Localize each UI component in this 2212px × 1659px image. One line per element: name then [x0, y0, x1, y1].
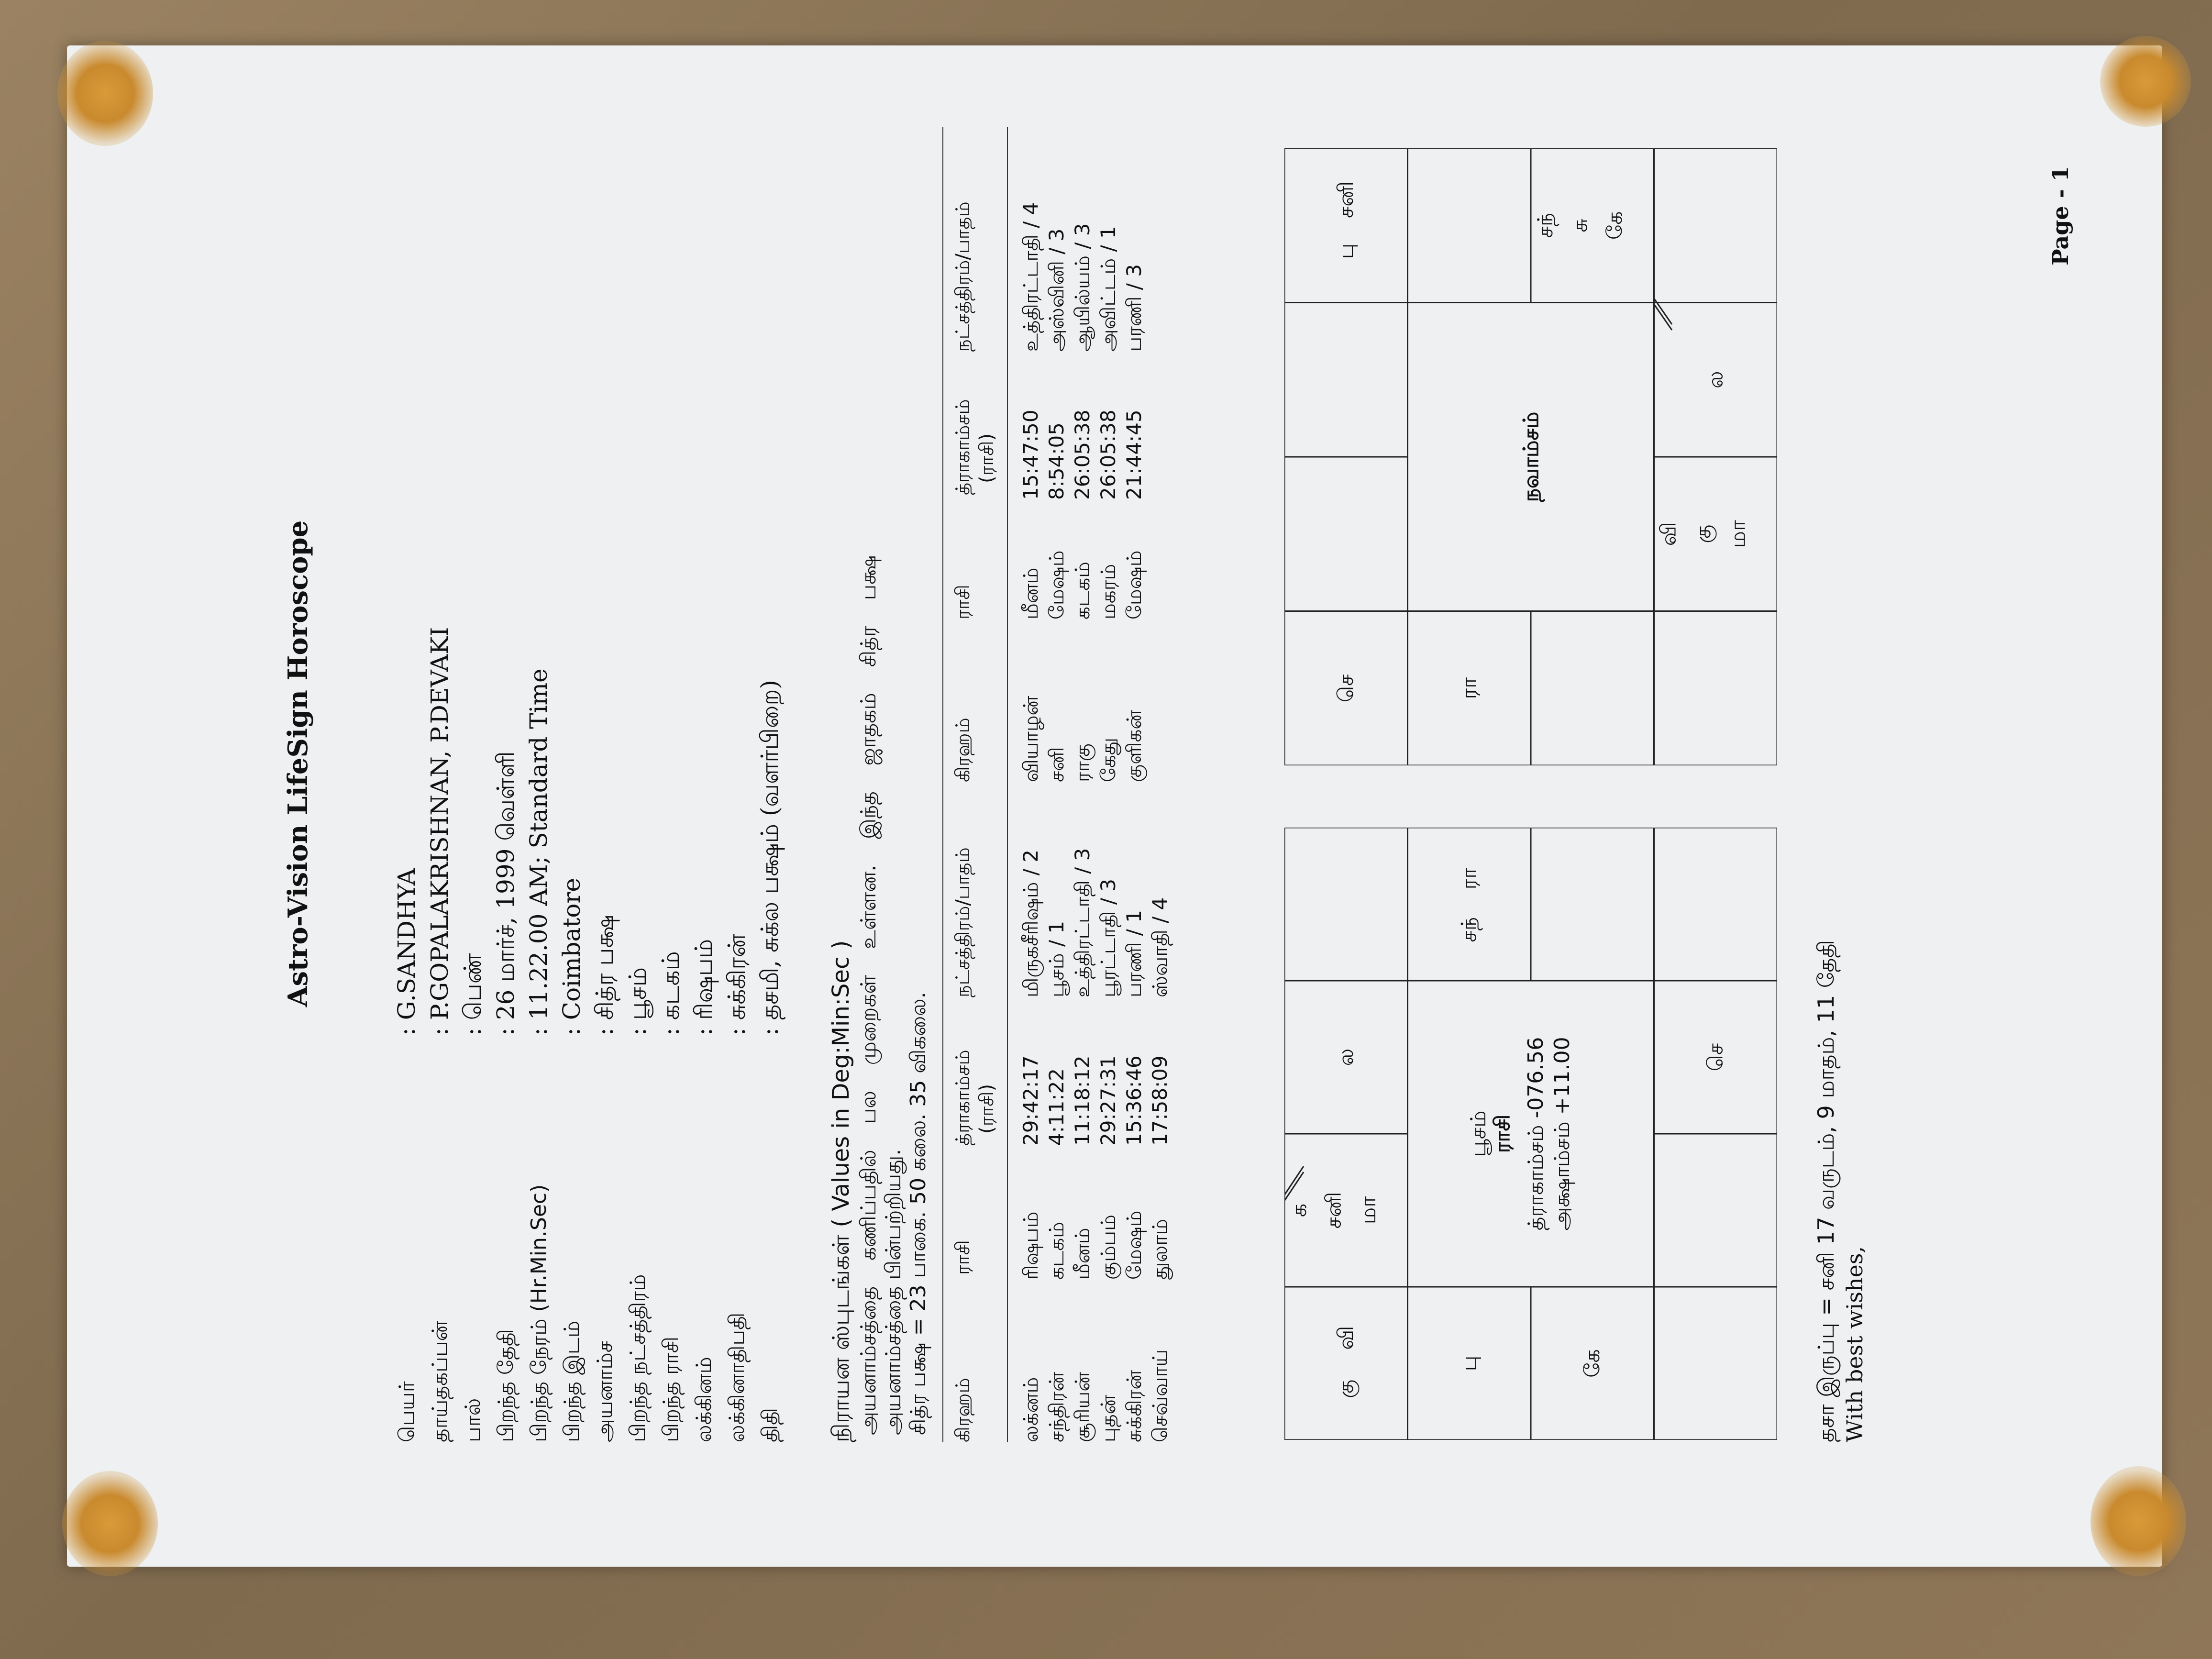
page-number: Page - 1 — [2047, 166, 2073, 265]
planet-table-cell: ஆயில்யம் / 3 — [1071, 223, 1094, 352]
detail-label: திதி — [758, 1407, 782, 1442]
chart-label: ராசி — [1490, 1114, 1515, 1153]
planet-table-cell: குளிகன் — [1122, 709, 1146, 782]
planet-table-cell: செவ்வாய் — [1148, 1349, 1172, 1442]
planet-table-cell: அவிட்டம் / 1 — [1096, 226, 1120, 352]
page-title: Astro-Vision LifeSign Horoscope — [282, 520, 314, 1007]
section-line-1: அயனாம்சத்தை கணிப்பதில் பல முறைகள் உள்ளன. இந்த ஜாதகம் சித்ர பக்ஷ — [856, 555, 881, 1435]
chart-label: ரா — [1457, 867, 1482, 890]
planet-table-cell: மீனம் — [1019, 567, 1042, 619]
chart-label: வி — [1656, 522, 1681, 546]
planet-table-cell: ராகு — [1071, 743, 1094, 782]
planet-table-cell: பரணி / 1 — [1122, 910, 1146, 997]
section-line-2: அயனாம்சத்தை பின்பற்றியது. — [881, 1149, 906, 1435]
planet-table-cell: ரிஷபம் — [1019, 1211, 1042, 1280]
planet-table-cell: 11:18:12 — [1071, 1055, 1094, 1146]
planet-column-header: த்ராகாம்சம் — [952, 399, 974, 495]
chart-label: சனி — [1333, 181, 1358, 218]
chart-label: வி — [1333, 1326, 1358, 1350]
planet-table-cell: 21:44:45 — [1122, 409, 1146, 500]
chart-label: சனி — [1321, 1192, 1346, 1229]
planet-table-cell: உத்திரட்டாதி / 3 — [1071, 848, 1094, 997]
detail-value: : பூசம் — [624, 967, 652, 1036]
rasi-chart — [1284, 828, 1777, 1440]
chart-label: கு — [1333, 1379, 1358, 1398]
planet-table-cell: வியாழன் — [1019, 696, 1042, 782]
chart-grid-line — [1284, 1166, 1304, 1195]
detail-value: : பெண் — [459, 953, 487, 1036]
planet-table-cell: ஸ்வாதி / 4 — [1148, 897, 1172, 997]
detail-label: பிறந்த நட்சத்திரம் — [626, 1274, 650, 1442]
chart-label: கு — [1691, 524, 1715, 543]
chart-label: ரா — [1457, 677, 1482, 699]
detail-label: பிறந்த ராசி — [659, 1336, 683, 1442]
planet-column-header: ராசி — [952, 1240, 974, 1275]
planet-table-cell: மகரம் — [1096, 564, 1120, 619]
planet-table-cell: சுக்கிரன் — [1122, 1370, 1146, 1442]
detail-value: : கடகம் — [657, 951, 685, 1036]
planet-table-cell: 15:47:50 — [1019, 409, 1042, 500]
chart-label: நவாம்சம் — [1519, 411, 1543, 502]
planet-table-cell: 8:54:05 — [1045, 422, 1068, 500]
planet-table-cell: 17:58:09 — [1148, 1055, 1172, 1146]
planet-column-header: நட்சத்திரம்/பாதம் — [952, 201, 974, 352]
planet-table-cell: கடகம் — [1045, 1222, 1068, 1280]
detail-label: பிறந்த இடம் — [560, 1320, 584, 1442]
document-content — [81, 45, 2177, 1557]
detail-label: லக்கினாதிபதி — [725, 1312, 749, 1442]
section-line-3: சித்ர பக்ஷ = 23 பாகை. 50 கலை. 35 விகலை. — [906, 992, 930, 1435]
detail-label: தாய்தகப்பன் — [428, 1320, 452, 1442]
planet-table-cell: உத்திரட்டாதி / 4 — [1019, 202, 1042, 352]
detail-label: பிறந்த நேரம் (Hr.Min.Sec) — [527, 1184, 551, 1442]
planet-table-cell: சந்திரன் — [1045, 1371, 1068, 1442]
planet-table-cell: 29:27:31 — [1096, 1055, 1120, 1146]
dasa-balance: தசா இருப்பு = சனி 17 வருடம், 9 மாதம், 11 தேதி — [1813, 940, 1839, 1442]
detail-value: : 11.22.00 AM; Standard Time — [525, 668, 553, 1036]
planet-column-header: நட்சத்திரம்/பாதம் — [952, 847, 974, 997]
planet-table-cell: சனி — [1045, 747, 1068, 782]
chart-label: சந் — [1457, 917, 1482, 942]
closing-wishes: With best wishes, — [1842, 1246, 1868, 1442]
detail-value: : சுக்கிரன் — [723, 934, 751, 1036]
planet-table-cell: புதன் — [1096, 1394, 1120, 1442]
chart-label: பு — [1457, 1355, 1482, 1371]
planet-table-cell: மீனம் — [1071, 1228, 1094, 1280]
detail-label: பிறந்த தேதி — [494, 1329, 518, 1442]
detail-label: அயனாம்ச — [593, 1340, 617, 1442]
chart-label: கே — [1603, 211, 1627, 240]
planet-table-cell: 4:11:22 — [1045, 1068, 1068, 1146]
planet-table-cell: பூசம் / 1 — [1045, 920, 1068, 997]
planet-table-cell: 15:36:46 — [1122, 1055, 1146, 1146]
planet-column-header: கிரஹம் — [952, 1378, 974, 1442]
planet-table-cell: அஸ்வினி / 3 — [1045, 228, 1068, 352]
detail-value: : G.SANDHYA — [393, 868, 420, 1036]
detail-label: பெயர் — [395, 1381, 419, 1442]
planet-table-cell: மேஷம் — [1045, 550, 1068, 619]
planet-table-cell: கடகம் — [1071, 562, 1094, 619]
navamsa-chart — [1284, 148, 1777, 765]
planet-column-header: த்ராகாம்சம் — [952, 1050, 974, 1146]
chart-label: மா — [1725, 520, 1750, 548]
detail-value: : சித்ர பக்ஷ — [591, 915, 619, 1036]
detail-value: : தசமி, சுக்ல பக்ஷம் (வளர்பிறை) — [756, 680, 784, 1036]
planet-table-cell: பூரட்டாதி / 3 — [1096, 878, 1120, 997]
planet-column-header: ராசி — [952, 585, 974, 619]
planet-table-cell: 26:05:38 — [1071, 409, 1094, 500]
chart-label: ல — [1333, 1048, 1358, 1066]
chart-label: பூசம் — [1466, 1110, 1491, 1157]
detail-value: : ரிஷபம் — [690, 939, 718, 1036]
chart-label: சந் — [1533, 212, 1558, 238]
planet-column-header: (ராசி) — [976, 433, 998, 483]
table-mid-rule — [1007, 127, 1008, 1442]
planet-table-cell: கும்பம் — [1096, 1215, 1120, 1280]
chart-label: மா — [1356, 1196, 1381, 1225]
chart-label: சு — [1568, 218, 1593, 232]
planet-table-cell: துலாம் — [1148, 1218, 1172, 1280]
chart-label: பு — [1333, 243, 1358, 259]
chart-label: செ — [1333, 674, 1358, 703]
planet-table-cell: பரணி / 3 — [1122, 264, 1146, 352]
planet-table-cell: மேஷம் — [1122, 550, 1146, 619]
planet-table-cell: சூரியன் — [1071, 1371, 1094, 1442]
planet-column-header: கிரஹம் — [952, 718, 974, 782]
detail-label: லக்கினம் — [692, 1357, 716, 1442]
chart-label: க — [1287, 1203, 1311, 1217]
chart-grid-line — [1654, 304, 1672, 330]
planet-column-header: (ராசி) — [976, 1084, 998, 1134]
detail-value: : 26 மார்ச், 1999 வெள்ளி — [492, 751, 520, 1036]
planet-table-cell: கேது — [1096, 737, 1120, 782]
planet-table-cell: 29:42:17 — [1019, 1055, 1042, 1146]
chart-label: அக்ஷாம்சம் +11.00 — [1550, 1037, 1574, 1231]
chart-label: த்ராகாம்சம் -076.56 — [1524, 1037, 1548, 1231]
planet-table-cell: மேஷம் — [1122, 1210, 1146, 1280]
section-heading: நிராயன ஸ்புடங்கள் ( Values in Deg:Min:Sec ) — [828, 940, 854, 1442]
chart-label: கே — [1580, 1349, 1604, 1378]
chart-label: செ — [1703, 1043, 1728, 1072]
detail-value: : Coimbatore — [558, 877, 586, 1036]
detail-label: பால் — [461, 1398, 485, 1442]
chart-label: ல — [1703, 371, 1728, 389]
chart-grid-line — [1284, 1172, 1304, 1201]
planet-table-cell: லக்னம் — [1019, 1377, 1042, 1442]
planet-table-cell: 26:05:38 — [1096, 409, 1120, 500]
detail-value: : P.GOPALAKRISHNAN, P.DEVAKI — [426, 627, 453, 1036]
planet-table-cell: மிருகசீரிஷம் / 2 — [1019, 850, 1042, 997]
table-top-rule — [942, 127, 943, 1442]
